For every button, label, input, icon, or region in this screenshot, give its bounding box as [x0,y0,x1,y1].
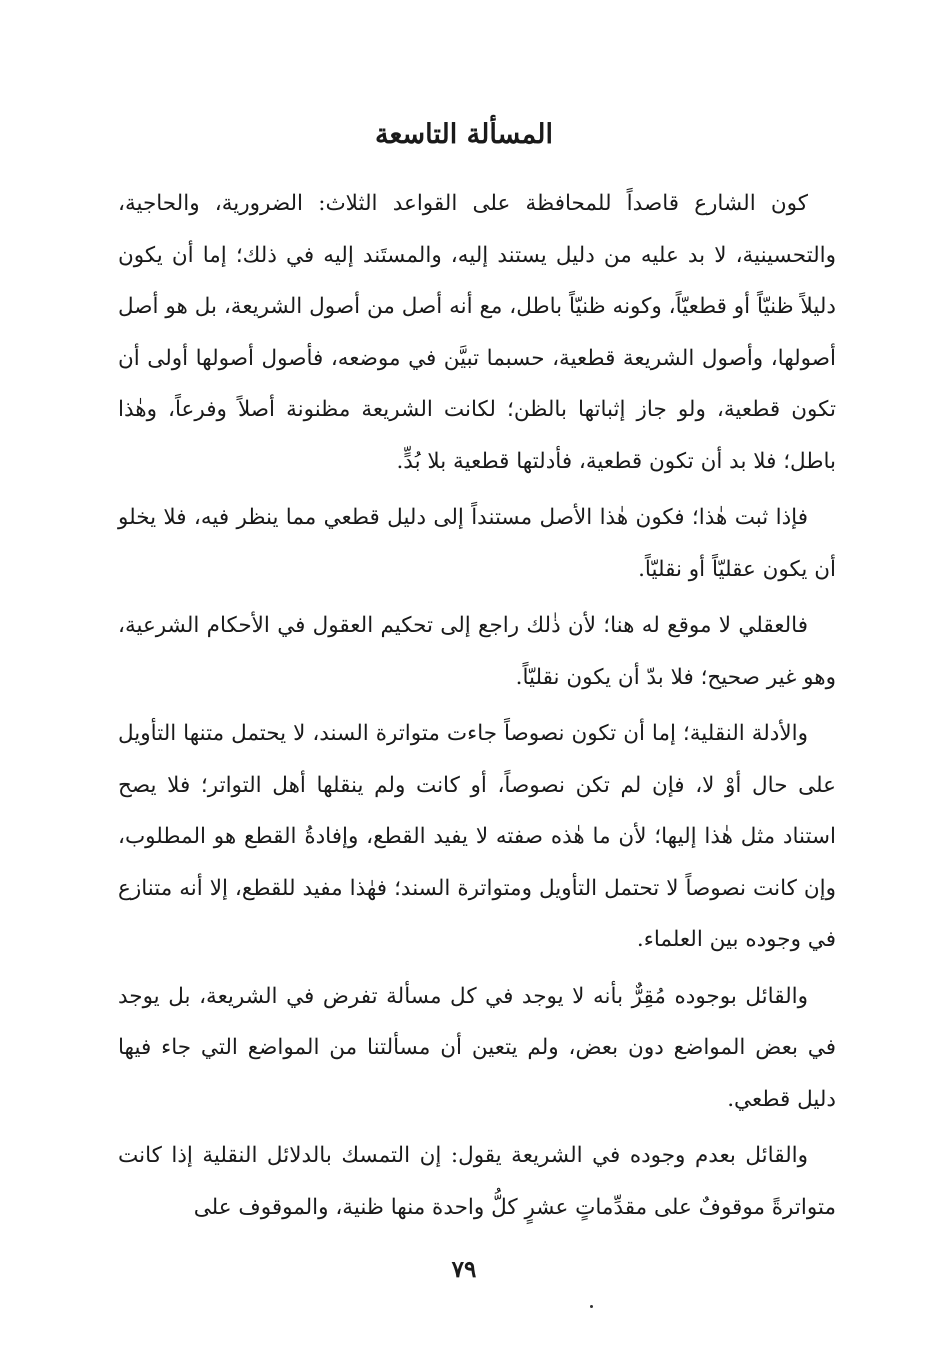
paragraph: والأدلة النقلية؛ إما أن تكون نصوصاً جاءت متواترة السند، لا يحتمل متنها التأويل على حال أوْ لا، فإن لم تكن نصوصاً، أو كانت ولم ينقلها أهل التواتر؛ فلا يصح استناد مثل هٰذا إليها؛ لأن ما هٰذه صفته لا يفيد القطع، وإفادةُ القطع هو المطلوب، وإن كانت نصوصاً لا تحتمل التأويل ومتواترة السند؛ فهٰذا مفيد للقطع، إلا أنه متنازع في وجوده بين العلماء. [118,721,836,952]
page-number: ٧٩ [451,1256,477,1283]
scan-speck [590,1305,593,1308]
body-text [118,178,836,1238]
paragraph: كون الشارع قاصداً للمحافظة على القواعد الثلاث: الضرورية، والحاجية، والتحسينية، لا بد عليه من دليل يستند إليه، والمستَند إليه في ذلك؛ إما أن يكون دليلاً ظنيّاً أو قطعيّاً، وكونه ظنيّاً باطل، مع أنه أصل من أصول الشريعة، بل هو أصل أصولها، وأصول الشريعة قطعية، حسبما تبيَّن في موضعه، فأصول أصولها أولى أن تكون قطعية، ولو جاز إثباتها بالظن؛ لكانت الشريعة مظنونة أصلاً وفرعاً، وهٰذا باطل؛ فلا بد أن تكون قطعية، فأدلتها قطعية بلا بُدٍّ. [118,191,836,474]
paragraph: والقائل بعدم وجوده في الشريعة يقول: إن التمسك بالدلائل النقلية إذا كانت متواترةً موقوفٌ على مقدِّماتٍ عشرٍ كلُّ واحدة منها ظنية، والموقوف على [118,1143,836,1220]
section-title: المسألة التاسعة [375,119,553,150]
paragraph: فإذا ثبت هٰذا؛ فكون هٰذا الأصل مستنداً إلى دليل قطعي مما ينظر فيه، فلا يخلو أن يكون عقليّاً أو نقليّاً. [118,505,836,582]
paragraph: فالعقلي لا موقع له هنا؛ لأن ذٰلك راجع إلى تحكيم العقول في الأحكام الشرعية، وهو غير صحيح؛ فلا بدّ أن يكون نقليّاً. [118,613,836,690]
paragraph: والقائل بوجوده مُقِرٌّ بأنه لا يوجد في كل مسألة تفرض في الشريعة، بل يوجد في بعض المواضع دون بعض، ولم يتعين أن مسألتنا من المواضع التي جاء فيها دليل قطعي. [118,983,836,1112]
